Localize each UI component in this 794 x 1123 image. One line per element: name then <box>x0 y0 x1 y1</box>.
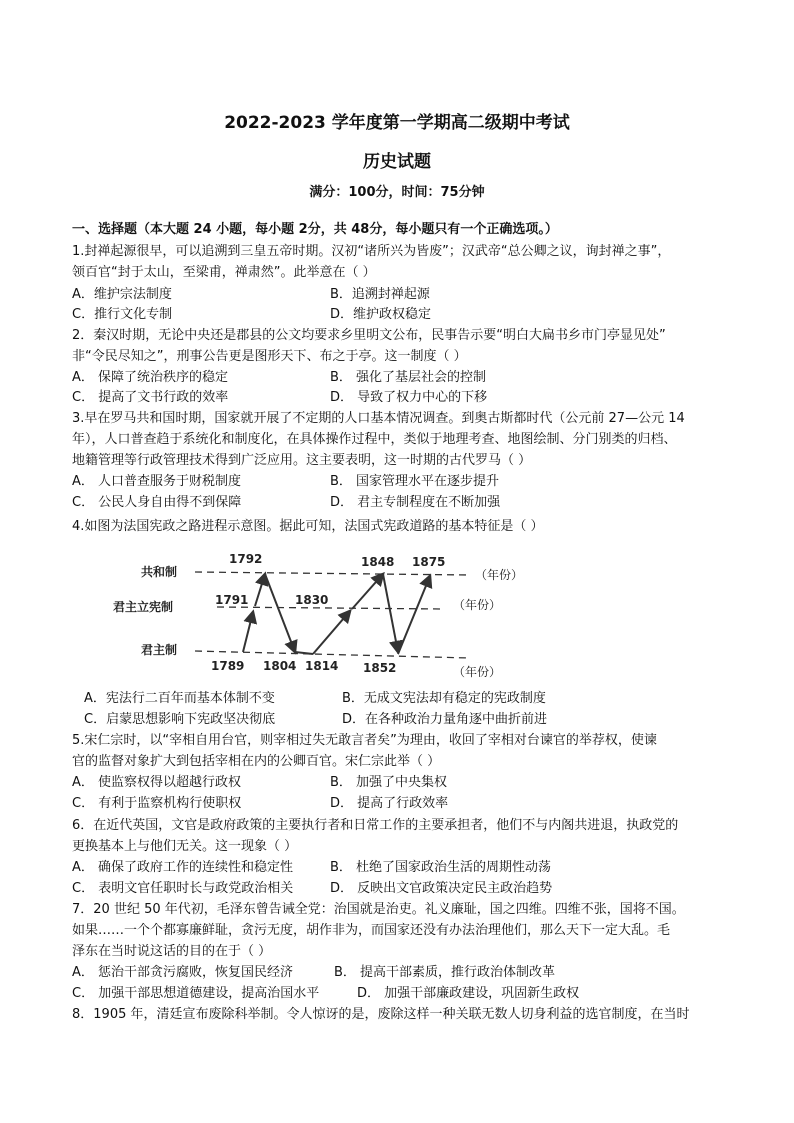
path-segment-1791-1792 <box>255 574 265 606</box>
q4-option-a: A．宪法行二百年而基本体制不变 <box>84 691 275 706</box>
exam-info: 满分：100分，时间：75分钟 <box>309 185 485 200</box>
q2-option-b: B． 强化了基层社会的控制 <box>330 370 487 385</box>
path-segment-1852-1875 <box>398 576 430 654</box>
q7-option-c: C． 加强干部思想道德建设，提高治国水平 <box>72 986 320 1001</box>
q4-line-1: 4.如图为法国宪政之路进程示意图。据此可知，法国式宪政道路的基本特征是（ ） <box>72 519 544 534</box>
exam-title: 2022-2023 学年度第一学期高二级期中考试 <box>224 113 570 133</box>
unit-label-middle: （年份） <box>453 598 502 612</box>
q1-option-d: D．维护政权稳定 <box>330 307 432 322</box>
level-line-constitutional <box>217 607 443 609</box>
q8-line-1: 8．1905 年，清廷宣布废除科举制。令人惊讶的是，废除这样一种关联无数人切身利益的选官制度，在当时 <box>72 1007 690 1022</box>
q3-option-a: A． 人口普查服务于财税制度 <box>72 474 242 489</box>
row-label-republic: 共和制 <box>141 565 178 579</box>
q3-line-3: 地籍管理等行政管理技术得到广泛应用。这主要表明，这一时期的古代罗马（ ） <box>72 453 532 468</box>
q2-option-d: D． 导致了权力中心的下移 <box>330 390 488 405</box>
path-segment-1814-1830 <box>313 611 350 654</box>
path-segment-1848-1852 <box>383 574 398 652</box>
path-segment-1830-1848 <box>352 574 383 609</box>
q5-option-c: C． 有利于监察机构行使职权 <box>72 796 242 811</box>
q3-option-d: D． 君主专制程度在不断加强 <box>330 495 501 510</box>
q1-line-2: 领百官“封于太山，至梁甫，禅肃然”。此举意在（ ） <box>72 265 376 280</box>
q5-line-2: 官的监督对象扩大到包括宰相在内的公卿百官。宋仁宗此举（ ） <box>72 754 441 769</box>
year-label-1875: 1875 <box>412 555 446 569</box>
q3-line-2: 年），人口普查趋于系统化和制度化，在具体操作过程中，类似于地理考查、地图绘制、分门别类的归档、 <box>72 432 677 447</box>
q6-line-1: 6．在近代英国，文官是政府政策的主要执行者和日常工作的主要承担者，他们不与内阁共进退，执政党的 <box>72 818 679 833</box>
q5-option-d: D． 提高了行政效率 <box>330 796 449 811</box>
q7-option-b: B． 提高干部素质，推行政治体制改革 <box>334 965 556 980</box>
q4-option-b: B．无成文宪法却有稳定的宪政制度 <box>342 691 546 706</box>
path-segment-1792-1804 <box>265 574 295 652</box>
unit-label-top: （年份） <box>475 568 524 582</box>
q5-line-1: 5.宋仁宗时，以“宰相自用台官，则宰相过失无敢言者矣”为理由，收回了宰相对台谏官的举荐权，使谏 <box>72 733 657 748</box>
q4-option-c: C．启蒙思想影响下宪政坚决彻底 <box>84 712 276 727</box>
q2-option-c: C． 提高了文书行政的效率 <box>72 390 229 405</box>
q5-option-b: B． 加强了中央集权 <box>330 775 448 790</box>
q5-option-a: A． 使监察权得以超越行政权 <box>72 775 242 790</box>
q7-option-a: A． 惩治干部贪污腐败，恢复国民经济 <box>72 965 294 980</box>
row-label-constitutional: 君主立宪制 <box>113 600 174 614</box>
year-label-1852: 1852 <box>363 661 397 675</box>
level-line-monarchy <box>195 651 470 658</box>
q3-line-1: 3.早在罗马共和国时期，国家就开展了不定期的人口基本情况调查。到奥古斯都时代（公元前 27—公元 14 <box>72 411 685 426</box>
year-label-1792: 1792 <box>229 552 263 566</box>
year-label-1791: 1791 <box>215 593 249 607</box>
year-label-1830: 1830 <box>295 593 329 607</box>
q3-option-b: B． 国家管理水平在逐步提升 <box>330 474 500 489</box>
year-label-1814: 1814 <box>305 659 339 673</box>
row-label-monarchy: 君主制 <box>141 643 178 657</box>
q4-option-d: D．在各种政治力量角逐中曲折前进 <box>342 712 548 727</box>
constitution-path-diagram <box>113 548 535 680</box>
q7-line-2: 如果……一个个都寡廉鲜耻，贪污无度，胡作非为，而国家还没有办法治理他们，那么天下一定大乱。毛 <box>72 923 671 938</box>
q7-line-1: 7．20 世纪 50 年代初，毛泽东曾告诫全党：治国就是治吏。礼义廉耻，国之四维。四维不张，国将不国。 <box>72 902 685 917</box>
q3-option-c: C． 公民人身自由得不到保障 <box>72 495 242 510</box>
year-label-1804: 1804 <box>263 659 297 673</box>
q6-option-b: B． 杜绝了国家政治生活的周期性动荡 <box>330 860 552 875</box>
q6-option-d: D． 反映出文官政策决定民主政治趋势 <box>330 881 553 896</box>
q6-line-2: 更换基本上与他们无关。这一现象（ ） <box>72 839 298 854</box>
q7-line-3: 泽东在当时说这话的目的在于（ ） <box>72 944 272 959</box>
unit-label-bottom: （年份） <box>453 665 502 679</box>
q2-line-2: 非“令民尽知之”，刑事公告更是图形天下、布之于亭。这一制度（ ） <box>72 349 467 364</box>
q1-option-c: C．推行文化专制 <box>72 307 173 322</box>
path-segment-1789-1791 <box>243 612 253 652</box>
q2-option-a: A． 保障了统治秩序的稳定 <box>72 370 229 385</box>
year-label-1848: 1848 <box>361 555 395 569</box>
q1-option-b: B．追溯封禅起源 <box>330 287 430 302</box>
section-heading: 一、选择题（本大题 24 小题，每小题 2分，共 48分，每小题只有一个正确选项。） <box>72 222 558 237</box>
q1-line-1: 1.封禅起源很早，可以追溯到三皇五帝时期。汉初“诸所兴为皆废”；汉武帝“总公卿之议，询封禅之事”， <box>72 244 671 259</box>
level-line-republic <box>195 572 470 575</box>
q1-option-a: A．维护宗法制度 <box>72 287 172 302</box>
q7-option-d: D． 加强干部廉政建设，巩固新生政权 <box>357 986 580 1001</box>
q6-option-a: A． 确保了政府工作的连续性和稳定性 <box>72 860 294 875</box>
year-label-1789: 1789 <box>211 659 245 673</box>
q6-option-c: C． 表明文官任职时长与政党政治相关 <box>72 881 294 896</box>
exam-subject: 历史试题 <box>363 152 431 172</box>
q2-line-1: 2．秦汉时期，无论中央还是郡县的公文均要求乡里明文公布，民事告示要“明白大扁书乡市门亭显见处” <box>72 328 666 343</box>
